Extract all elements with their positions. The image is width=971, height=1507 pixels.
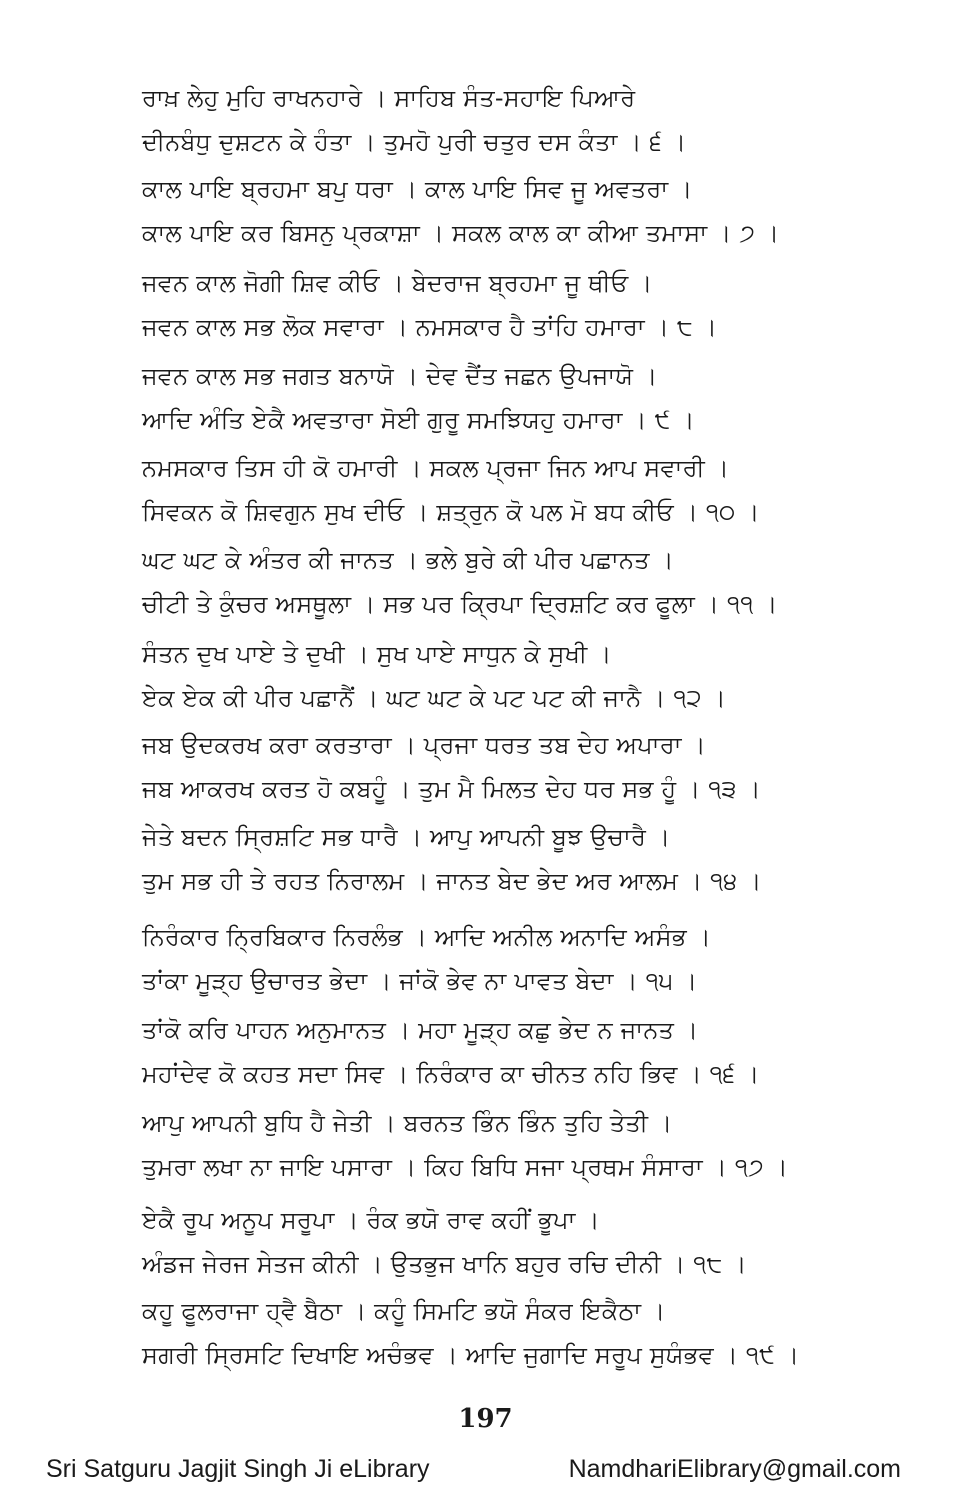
verse-11: [142, 538, 842, 626]
verse-line: ਜਬ ਆਕਰਖ ਕਰਤ ਹੋ ਕਬਹੂੰ । ਤੁਮ ਮੈ ਮਿਲਤ ਦੇਹ ਧਰ ਸਭ ਹੂੰ । ੧੩ ।: [142, 775, 761, 803]
verse-line: ਰਾਖ਼ ਲੇਹੁ ਮੁਹਿ ਰਾਖਨਹਾਰੇ । ਸਾਹਿਬ ਸੰਤ-ਸਹਾਇ ਪਿਆਰੇ: [142, 84, 636, 112]
verse-line: ਏਕੈ ਰੂਪ ਅਨੂਪ ਸਰੂਪਾ । ਰੰਕ ਭਯੋ ਰਾਵ ਕਹੀਂ ਭੂਪਾ ।: [142, 1206, 600, 1234]
verse-10: [142, 446, 842, 534]
verse-line: ਨਿਰੰਕਾਰ ਨ੍ਰਿਬਿਕਾਰ ਨਿਰਲੰਭ । ਆਦਿ ਅਨੀਲ ਅਨਾਦਿ ਅਸੰਭ ।: [142, 923, 711, 951]
verse-8: [142, 261, 842, 349]
verse-line: ਏਕ ਏਕ ਕੀ ਪੀਰ ਪਛਾਨੈਂ । ਘਟ ਘਟ ਕੇ ਪਟ ਪਟ ਕੀ ਜਾਨੈ । ੧੨ ।: [142, 684, 726, 712]
verse-line: ਜਵਨ ਕਾਲ ਜੋਗੀ ਸ਼ਿਵ ਕੀਓ । ਬੇਦਰਾਜ ਬ੍ਰਹਮਾ ਜੂ ਥੀਓ ।: [142, 269, 653, 297]
page-number: 197: [458, 1404, 513, 1434]
verse-line: ਜਵਨ ਕਾਲ ਸਭ ਲੋਕ ਸਵਾਰਾ । ਨਮਸਕਾਰ ਹੈ ਤਾਂਹਿ ਹਮਾਰਾ । ੮ ।: [142, 313, 718, 341]
verse-line: ਸੰਤਨ ਦੁਖ ਪਾਏ ਤੇ ਦੁਖੀ । ਸੁਖ ਪਾਏ ਸਾਧੁਨ ਕੇ ਸੁਖੀ ।: [142, 640, 612, 668]
verse-15: [142, 915, 842, 1003]
footer-library-name: Sri Satguru Jagjit Singh Ji eLibrary: [46, 1455, 430, 1483]
verse-16: [142, 1008, 842, 1096]
verse-line: ਤੁਮਰਾ ਲਖਾ ਨਾ ਜਾਇ ਪਸਾਰਾ । ਕਿਹ ਬਿਧਿ ਸਜਾ ਪ੍ਰਥਮ ਸੰਸਾਰਾ । ੧੭ ।: [142, 1153, 788, 1181]
verse-7: [142, 167, 842, 255]
verse-line: ਘਟ ਘਟ ਕੇ ਅੰਤਰ ਕੀ ਜਾਨਤ । ਭਲੇ ਬੁਰੇ ਕੀ ਪੀਰ ਪਛਾਨਤ ।: [142, 546, 674, 574]
verse-17: [142, 1101, 842, 1189]
verse-line: ਸਿਵਕਨ ਕੋ ਸ਼ਿਵਗੁਨ ਸੁਖ ਦੀਓ । ਸ਼ਤ੍ਰੁਨ ਕੋ ਪਲ ਮੋ ਬਧ ਕੀਓ । ੧੦ ।: [142, 498, 760, 526]
verse-line: ਤਾਂਕਾ ਮੂੜ੍ਹ ਉਚਾਰਤ ਭੇਦਾ । ਜਾਂਕੋ ਭੇਵ ਨਾ ਪਾਵਤ ਬੇਦਾ । ੧੫ ।: [142, 967, 698, 995]
verse-line: ਆਦਿ ਅੰਤਿ ਏਕੈ ਅਵਤਾਰਾ ਸੋਈ ਗੁਰੂ ਸਮਝਿਯਹੁ ਹਮਾਰਾ । ੯ ।: [142, 406, 695, 434]
verse-line: ਮਹਾਂਦੇਵ ਕੋ ਕਹਤ ਸਦਾ ਸਿਵ । ਨਿਰੰਕਾਰ ਕਾ ਚੀਨਤ ਨਹਿ ਭਿਵ । ੧੬ ।: [142, 1060, 760, 1088]
verse-line: ਕਾਲ ਪਾਇ ਬ੍ਰਹਮਾ ਬਪੁ ਧਰਾ । ਕਾਲ ਪਾਇ ਸਿਵ ਜੂ ਅਵਤਰਾ ।: [142, 175, 693, 203]
verse-line: ਸਗਰੀ ਸ੍ਰਿਸਟਿ ਦਿਖਾਇ ਅਚੰਭਵ । ਆਦਿ ਜੁਗਾਦਿ ਸਰੂਪ ਸੁਯੰਭਵ । ੧੯ ।: [142, 1341, 800, 1369]
verse-19: [142, 1289, 842, 1377]
verse-line: ਜੇਤੇ ਬਦਨ ਸ੍ਰਿਸ਼ਟਿ ਸਭ ਧਾਰੈ । ਆਪੁ ਆਪਨੀ ਬੂਝ ਉਚਾਰੈ ।: [142, 823, 671, 851]
verse-line: ਆਪੁ ਆਪਨੀ ਬੁਧਿ ਹੈ ਜੇਤੀ । ਬਰਨਤ ਭਿੰਨ ਭਿੰਨ ਤੁਹਿ ਤੇਤੀ ।: [142, 1109, 673, 1137]
verse-18: [142, 1198, 842, 1286]
verse-6: [142, 76, 842, 164]
verse-line: ਜਬ ਉਦਕਰਖ ਕਰਾ ਕਰਤਾਰਾ । ਪ੍ਰਜਾ ਧਰਤ ਤਬ ਦੇਹ ਅਪਾਰਾ ।: [142, 731, 706, 759]
verse-line: ਕਹੂ ਫੂਲਰਾਜਾ ਹ੍ਵੈ ਬੈਠਾ । ਕਹੂੰ ਸਿਮਟਿ ਭਯੋ ਸੰਕਰ ਇਕੈਠਾ ।: [142, 1297, 666, 1325]
verse-line: ਦੀਨਬੰਧੁ ਦੁਸ਼ਟਨ ਕੇ ਹੰਤਾ । ਤੁਮਹੋ ਪੁਰੀ ਚਤੁਰ ਦਸ ਕੰਤਾ । ੬ ।: [142, 128, 687, 156]
footer-email: NamdhariElibrary@gmail.com: [568, 1455, 901, 1483]
verse-line: ਨਮਸਕਾਰ ਤਿਸ ਹੀ ਕੋ ਹਮਾਰੀ । ਸਕਲ ਪ੍ਰਜਾ ਜਿਨ ਆਪ ਸਵਾਰੀ ।: [142, 454, 730, 482]
verse-line: ਤਾਂਕੋ ਕਰਿ ਪਾਹਨ ਅਨੁਮਾਨਤ । ਮਹਾ ਮੂੜ੍ਹ ਕਛੁ ਭੇਦ ਨ ਜਾਨਤ ।: [142, 1016, 699, 1044]
verse-line: ਤੁਮ ਸਭ ਹੀ ਤੇ ਰਹਤ ਨਿਰਾਲਮ । ਜਾਨਤ ਬੇਦ ਭੇਦ ਅਰ ਆਲਮ । ੧੪ ।: [142, 867, 762, 895]
verse-line: ਅੰਡਜ ਜੇਰਜ ਸੇਤਜ ਕੀਨੀ । ਉਤਭੁਜ ਖਾਨਿ ਬਹੁਰ ਰਚਿ ਦੀਨੀ । ੧੮ ।: [142, 1250, 747, 1278]
verse-line: ਚੀਟੀ ਤੇ ਕੁੰਚਰ ਅਸਥੂਲਾ । ਸਭ ਪਰ ਕ੍ਰਿਪਾ ਦ੍ਰਿਸ਼ਟਿ ਕਰ ਫੂਲਾ । ੧੧ ।: [142, 590, 778, 618]
verse-line: ਜਵਨ ਕਾਲ ਸਭ ਜਗਤ ਬਨਾਯੋ । ਦੇਵ ਦੈਂਤ ਜਛਨ ਉਪਜਾਯੋ ।: [142, 362, 658, 390]
verse-14: [142, 815, 842, 903]
verse-13: [142, 723, 842, 811]
verse-line: ਕਾਲ ਪਾਇ ਕਰ ਬਿਸਨੁ ਪ੍ਰਕਾਸ਼ਾ । ਸਕਲ ਕਾਲ ਕਾ ਕੀਆ ਤਮਾਸਾ । ੭ ।: [142, 219, 780, 247]
verse-12: [142, 632, 842, 720]
verse-9: [142, 354, 842, 442]
